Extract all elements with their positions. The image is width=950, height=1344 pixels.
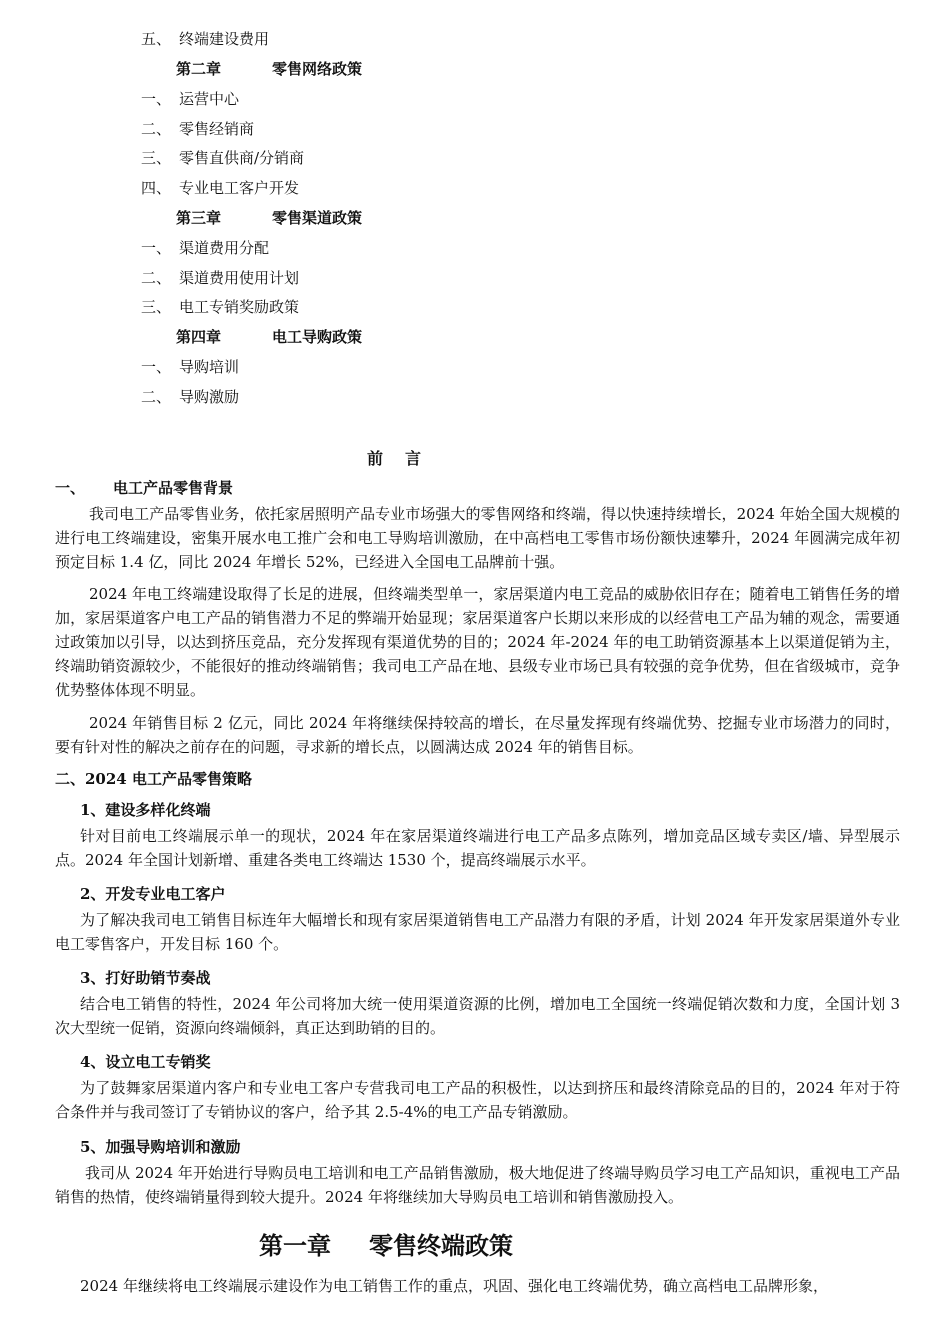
chapter-heading [259,1226,513,1261]
preface-title: 前言 [366,449,443,468]
toc-item [141,177,299,198]
chapter-number: 第一章 [259,1231,331,1260]
toc-item-text: 运营中心 [179,90,240,108]
toc-item-number: 一、 [141,239,172,257]
toc-chapter-title: 电工导购政策 [272,328,363,346]
toc-item-text: 终端建设费用 [179,30,270,48]
strategy-text: 为了解决我司电工销售目标连年大幅增长和现有家居渠道销售电工产品潜力有限的矛盾，计划 2024 年开发家居渠道外专业电工零售客户，开发目标 160 个。 [55,911,900,953]
toc-chapter-number: 第四章 [176,328,222,346]
strategy-text: 我司从 2024 年开始进行导购员电工培训和电工产品销售激励，极大地促进了终端导购员学习电工产品知识，重视电工产品销售的热情，使终端销量得到较大提升。2024 年将继续加大导购员电工培训和销售激励投入。 [55,1164,900,1206]
toc-item [141,88,239,109]
toc-chapter-title: 零售渠道政策 [272,209,363,227]
toc-item-text: 渠道费用使用计划 [179,269,300,287]
paragraph: 2024 年电工终端建设取得了长足的进展，但终端类型单一，家居渠道内电工竞品的威胁依旧存在；随着电工销售任务的增加，家居渠道客户电工产品的销售潜力不足的弊端开始显现；家居渠道客户长期以来形成的以经营电工产品为辅的观念，需要通过政策加以引导，以达到挤压竞品，充分发挥现有渠道优势的目的；2024 年-2024 年的电工助销资源基本上以渠道促销为主，终端助销资源较少，不能很好的推动终端销售；我司电工产品在地、县级专业市场已具有较强的竞争优势，但在省级城市，竞争优势整体体现不明显。 [55,585,900,699]
toc-item [141,386,239,407]
toc-item-number: 二、 [141,269,172,287]
section-heading-1 [55,477,233,498]
section-number: 一、 [55,479,86,497]
strategy-text: 结合电工销售的特性，2024 年公司将加大统一使用渠道资源的比例，增加电工全国统一终端促销次数和力度，全国计划 3 次大型统一促销，资源向终端倾斜，真正达到助销的目的。 [55,995,900,1037]
section-title-text: 电工产品零售背景 [113,479,234,497]
toc-item [141,147,304,168]
toc-item-text: 渠道费用分配 [179,239,270,257]
toc-item [141,296,299,317]
toc-item-number: 二、 [141,120,172,138]
toc-item [141,267,299,288]
toc-item [141,28,269,49]
toc-item-number: 三、 [141,298,172,316]
toc-item [141,118,254,139]
toc-item [141,237,269,258]
toc-item-number: 三、 [141,149,172,167]
strategy-heading: 5、加强导购培训和激励 [80,1138,241,1156]
toc-item [141,356,239,377]
toc-chapter-title: 零售网络政策 [272,60,363,78]
section-heading-2: 二、2024 电工产品零售策略 [55,770,252,788]
toc-item-number: 五、 [141,30,172,48]
paragraph: 2024 年销售目标 2 亿元，同比 2024 年将继续保持较高的增长，在尽量发挥现有终端优势、挖掘专业市场潜力的同时，要有针对性的解决之前存在的问题，寻求新的增长点，以圆满达成 2024 年的销售目标。 [55,714,900,756]
toc-item-text: 零售直供商/分销商 [179,149,305,167]
chapter-title: 零售终端政策 [369,1231,513,1260]
toc-item-number: 一、 [141,358,172,376]
toc-item-text: 导购培训 [179,358,240,376]
toc-item-number: 四、 [141,179,172,197]
strategy-heading: 1、建设多样化终端 [80,801,211,819]
toc-chapter-number: 第二章 [176,60,222,78]
strategy-text: 针对目前电工终端展示单一的现状，2024 年在家居渠道终端进行电工产品多点陈列，增加竞品区域专卖区/墙、异型展示点。2024 年全国计划新增、重建各类电工终端达 1530 个，提高终端展示水平。 [55,827,900,869]
strategy-heading: 2、开发专业电工客户 [80,885,226,903]
toc-item-text: 零售经销商 [179,120,255,138]
toc-chapter-4 [176,326,362,347]
toc-item-number: 二、 [141,388,172,406]
toc-item-number: 一、 [141,90,172,108]
paragraph: 我司电工产品零售业务，依托家居照明产品专业市场强大的零售网络和终端，得以快速持续增长，2024 年始全国大规模的进行电工终端建设，密集开展水电工推广会和电工导购培训激励，在中高档电工零售市场份额快速攀升，2024 年圆满完成年初预定目标 1.4 亿，同比 2024 年增长 52%，已经进入全国电工品牌前十强。 [55,505,900,571]
toc-chapter-3 [176,207,362,228]
chapter-intro: 2024 年继续将电工终端展示建设作为电工销售工作的重点，巩固、强化电工终端优势，确立高档电工品牌形象， [80,1277,828,1295]
toc-chapter-number: 第三章 [176,209,222,227]
toc-item-text: 导购激励 [179,388,240,406]
strategy-heading: 3、打好助销节奏战 [80,969,211,987]
strategy-heading: 4、设立电工专销奖 [80,1053,211,1071]
toc-item-text: 专业电工客户开发 [179,179,300,197]
toc-item-text: 电工专销奖励政策 [179,298,300,316]
toc-chapter-2 [176,58,362,79]
strategy-text: 为了鼓舞家居渠道内客户和专业电工客户专营我司电工产品的积极性，以达到挤压和最终清除竞品的目的，2024 年对于符合条件并与我司签订了专销协议的客户，给予其 2.5-4%的电工产品专销激励。 [55,1079,900,1121]
